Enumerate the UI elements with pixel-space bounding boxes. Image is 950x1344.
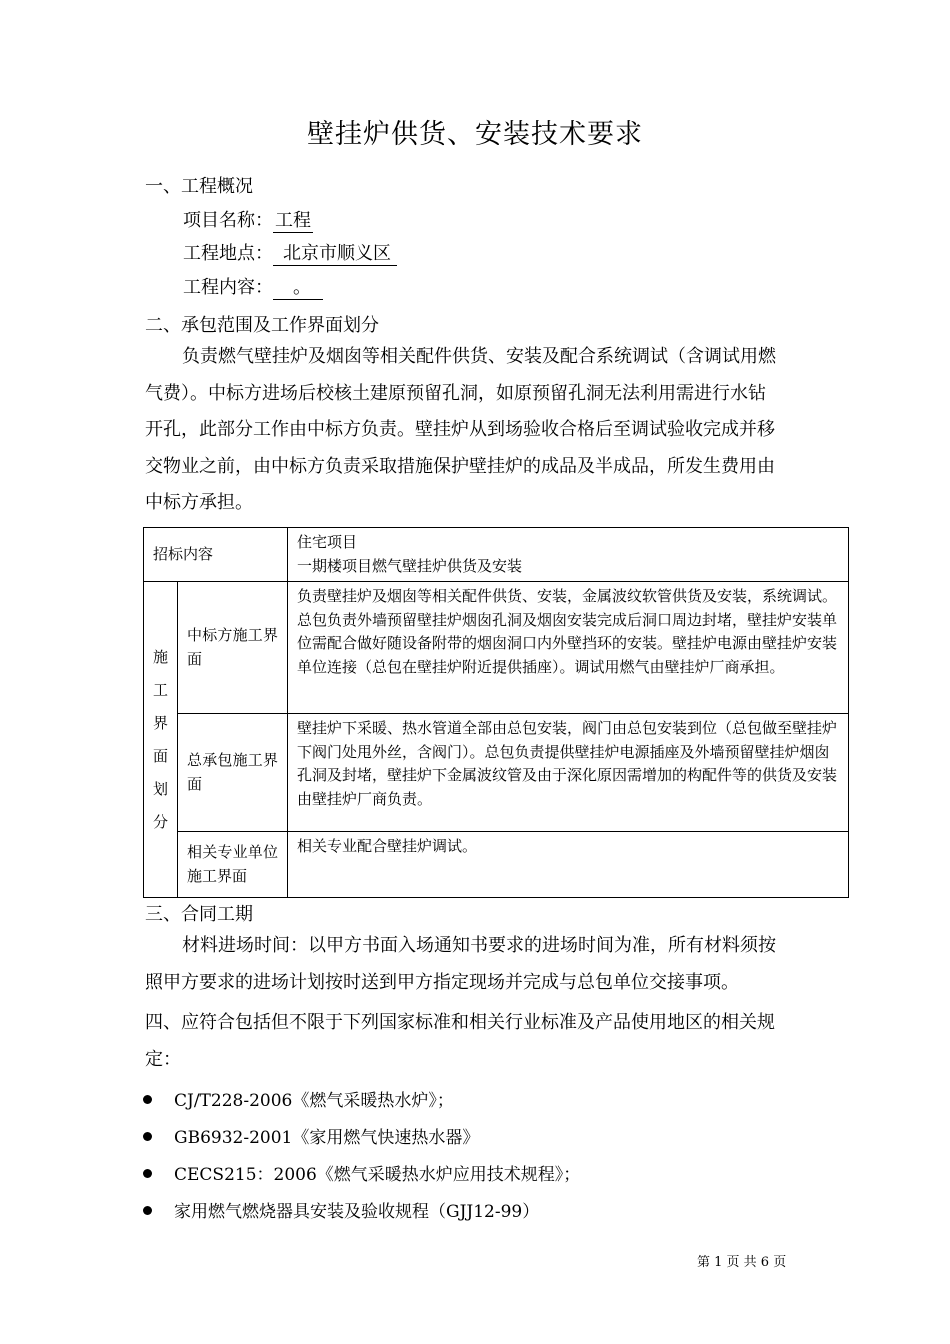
section-heading-standards bbox=[145, 1005, 825, 1078]
section-heading-overview: 一、工程概况 bbox=[145, 176, 253, 197]
field-value: 工程 bbox=[275, 210, 311, 231]
row-content-related-units: 相关专业配合壁挂炉调试。 bbox=[288, 832, 849, 898]
page-title: 壁挂炉供货、安装技术要求 bbox=[307, 119, 643, 150]
field-value: 北京市顺义区 bbox=[273, 243, 397, 266]
list-item-text: CECS215：2006《燃气采暖热水炉应用技术规程》； bbox=[174, 1165, 581, 1185]
paragraph-line: 定： bbox=[145, 1048, 181, 1070]
table-row bbox=[144, 832, 849, 898]
section-heading-contract-period: 三、合同工期 bbox=[145, 904, 253, 925]
field-project-name bbox=[183, 206, 313, 233]
field-label: 工程内容： bbox=[183, 277, 273, 298]
row-label-bidder: 中标方施工界面 bbox=[178, 582, 288, 714]
bid-content-value bbox=[288, 528, 849, 582]
field-label: 工程地点： bbox=[183, 243, 273, 264]
row-label-general-contractor: 总承包施工界面 bbox=[178, 714, 288, 832]
field-project-location bbox=[183, 239, 397, 266]
scope-table bbox=[143, 527, 849, 898]
group-char: 划 bbox=[152, 779, 168, 798]
group-char: 施 bbox=[152, 647, 168, 666]
field-project-content bbox=[183, 273, 323, 300]
contract-period-paragraph bbox=[145, 928, 825, 1001]
list-item bbox=[143, 1086, 454, 1111]
group-char: 面 bbox=[152, 746, 168, 765]
page-number: 第 1 页 共 6 页 bbox=[697, 1255, 787, 1270]
list-item-text: GB6932-2001《家用燃气快速热水器》 bbox=[174, 1128, 480, 1148]
group-char: 工 bbox=[152, 680, 168, 699]
list-item bbox=[143, 1123, 479, 1148]
bullet-icon bbox=[143, 1206, 152, 1215]
table-row bbox=[144, 528, 849, 582]
row-content-bidder: 负责壁挂炉及烟囱等相关配件供货、安装，金属波纹软管供货及安装，系统调试。总包负责外墙预留壁挂炉烟囱孔洞及烟囱安装完成后洞口周边封堵，壁挂炉安装单位需配合做好随设备附带的烟囱洞口内外壁挡环的安装。壁挂炉电源由壁挂炉安装单位连接（总包在壁挂炉附近提供插座）。调试用燃气由壁挂炉厂商承担。 bbox=[288, 582, 849, 714]
table-row bbox=[144, 714, 849, 832]
bullet-icon bbox=[143, 1169, 152, 1178]
paragraph-line: 气费）。中标方进场后校核土建原预留孔洞，如原预留孔洞无法利用需进行水钻 bbox=[145, 382, 766, 404]
bid-content-label: 招标内容 bbox=[144, 528, 288, 582]
field-label: 项目名称： bbox=[183, 210, 273, 231]
bullet-icon bbox=[143, 1132, 152, 1141]
paragraph-line: 中标方承担。 bbox=[145, 492, 253, 513]
paragraph-line: 照甲方要求的进场计划按时送到甲方指定现场并完成与总包单位交接事项。 bbox=[145, 971, 739, 993]
paragraph-line: 负责燃气壁挂炉及烟囱等相关配件供货、安装及配合系统调试（含调试用燃 bbox=[182, 346, 776, 367]
paragraph-line: 开孔，此部分工作由中标方负责。壁挂炉从到场验收合格后至调试验收完成并移 bbox=[145, 419, 775, 440]
list-item bbox=[143, 1197, 539, 1222]
list-item-text: 家用燃气燃烧器具安装及验收规程（GJJ12-99） bbox=[174, 1202, 540, 1222]
bid-content-line: 一期楼项目燃气壁挂炉供货及安装 bbox=[297, 556, 523, 575]
row-content-general-contractor: 壁挂炉下采暖、热水管道全部由总包安装，阀门由总包安装到位（总包做至壁挂炉下阀门处甩外丝，含阀门）。总包负责提供壁挂炉电源插座及外墙预留壁挂炉烟囱孔洞及封堵，壁挂炉下金属波纹管及由于深化原因需增加的构配件等的供货及安装由壁挂炉厂商负责。 bbox=[288, 714, 849, 832]
field-value: 。 bbox=[273, 277, 323, 300]
list-item-text: CJ/T228-2006《燃气采暖热水炉》； bbox=[174, 1091, 454, 1111]
construction-interface-group-label bbox=[144, 582, 178, 898]
bullet-icon bbox=[143, 1095, 152, 1104]
paragraph-line: 交物业之前，由中标方负责采取措施保护壁挂炉的成品及半成品，所发生费用由 bbox=[145, 455, 775, 477]
scope-paragraph bbox=[145, 339, 825, 522]
section-heading-scope: 二、承包范围及工作界面划分 bbox=[145, 315, 379, 336]
group-char: 界 bbox=[152, 713, 168, 732]
table-row bbox=[144, 582, 849, 714]
list-item bbox=[143, 1160, 580, 1185]
bid-content-line: 住宅项目 bbox=[297, 533, 358, 551]
paragraph-line: 材料进场时间：以甲方书面入场通知书要求的进场时间为准，所有材料须按 bbox=[182, 935, 776, 956]
row-label-related-units: 相关专业单位施工界面 bbox=[178, 832, 288, 898]
paragraph-line: 四、应符合包括但不限于下列国家标准和相关行业标准及产品使用地区的相关规 bbox=[145, 1012, 775, 1033]
group-char: 分 bbox=[152, 812, 168, 831]
